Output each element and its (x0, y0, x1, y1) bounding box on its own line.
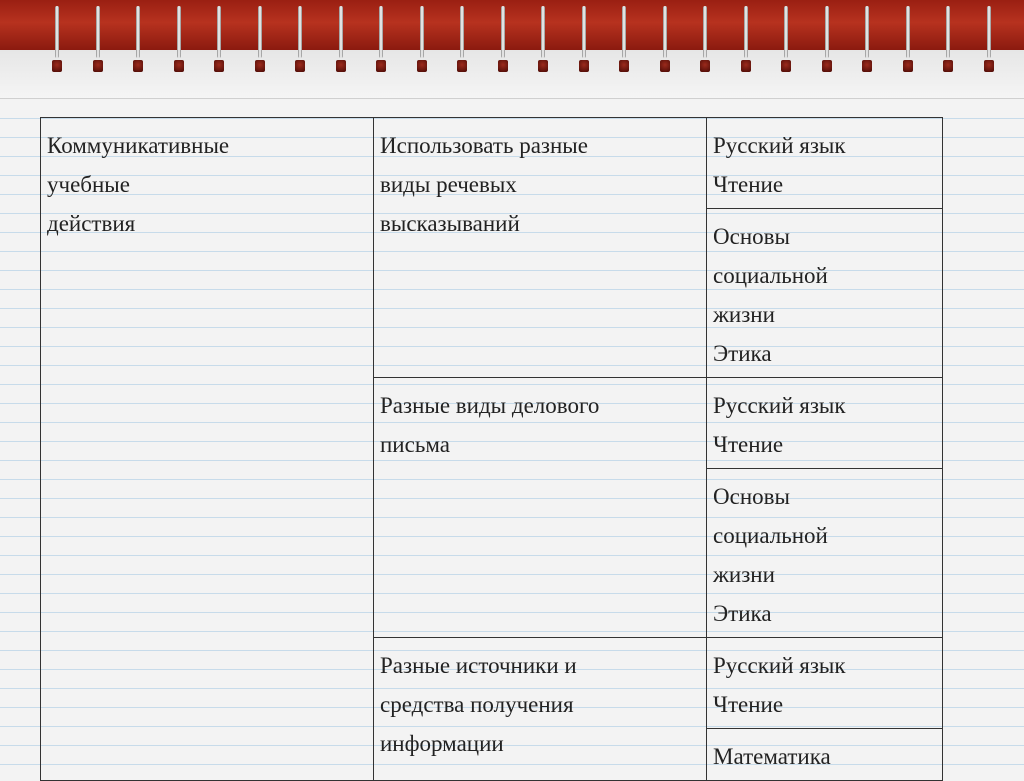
binding-ring (214, 6, 224, 58)
binding-ring (579, 6, 589, 58)
binding-ring (133, 6, 143, 58)
binding-ring (255, 6, 265, 58)
binding-ring (295, 6, 305, 58)
binding-ring (943, 6, 953, 58)
binding-ring (538, 6, 548, 58)
subject-cell-2a: Русский язык Чтение (707, 378, 943, 469)
subject-cell-3b: Математика (707, 729, 943, 781)
binding-ring (52, 6, 62, 58)
action-cell-2: Разные виды делового письма (374, 378, 707, 638)
binding-ring (822, 6, 832, 58)
binding-ring (984, 6, 994, 58)
subject-cell-3a: Русский язык Чтение (707, 638, 943, 729)
action-cell-3: Разные источники и средства получения информации (374, 638, 707, 781)
binding-ring (862, 6, 872, 58)
binding-ring (336, 6, 346, 58)
action-cell-1: Использовать разные виды речевых высказываний (374, 118, 707, 378)
category-cell: Коммуникативные учебные действия (41, 118, 374, 781)
binding-ring (417, 6, 427, 58)
subject-cell-1a: Русский язык Чтение (707, 118, 943, 209)
spiral-binding (0, 0, 1024, 100)
subject-cell-2b: Основы социальной жизни Этика (707, 469, 943, 638)
binding-ring (781, 6, 791, 58)
binding-ring (174, 6, 184, 58)
binding-ring (93, 6, 103, 58)
binding-ring (903, 6, 913, 58)
binding-ring (660, 6, 670, 58)
binding-ring (457, 6, 467, 58)
subject-cell-1b: Основы социальной жизни Этика (707, 209, 943, 378)
binding-ring (376, 6, 386, 58)
binding-ring (619, 6, 629, 58)
binding-ring (498, 6, 508, 58)
binding-ring (741, 6, 751, 58)
competencies-table (40, 117, 943, 781)
binding-ring (700, 6, 710, 58)
